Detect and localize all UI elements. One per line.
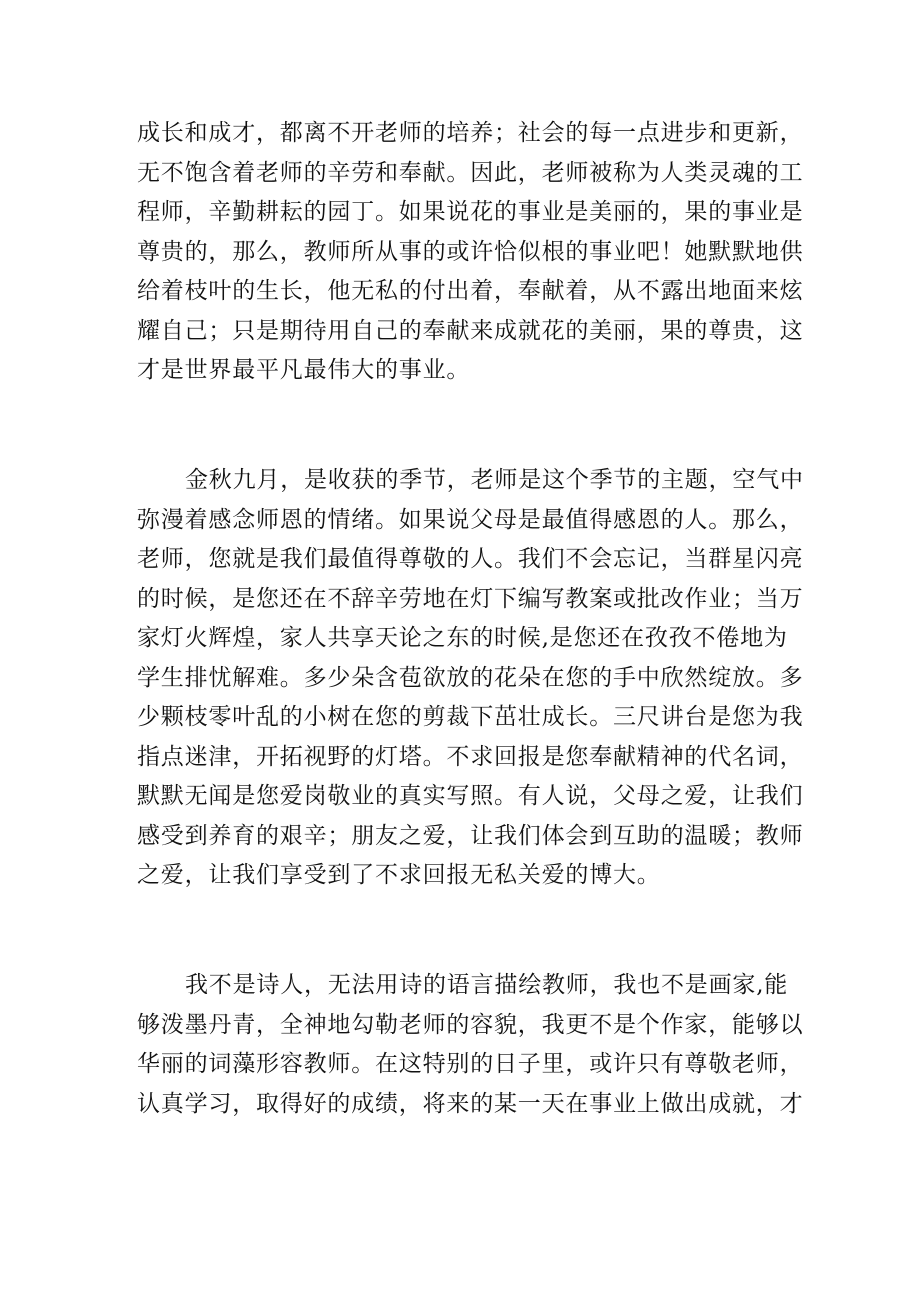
paragraph-line: 之爱，让我们享受到了不求回报无私关爱的博大。 [137,862,661,888]
paragraph-line: 感受到养育的艰辛；朋友之爱，让我们体会到互助的温暖；教师 [137,822,804,849]
paragraph-line: 老师，您就是我们最值得尊敬的人。我们不会忘记，当群星闪亮 [137,546,804,572]
paragraph-line: 够泼墨丹青，全神地勾勒老师的容貌，我更不是个作家，能够以 [137,1011,804,1038]
paragraph-3 [137,966,804,1124]
paragraph-line: 弥漫着感念师恩的情绪。如果说父母是最值得感恩的人。那么， [137,506,804,533]
paragraph-line: 华丽的词藻形容教师。在这特别的日子里，或许只有尊敬老师， [137,1051,804,1077]
paragraph-line: 少颗枝零叶乱的小树在您的剪裁下茁壮成长。三尺讲台是您为我 [137,704,804,730]
paragraph-first-line: 金秋九月，是收获的季节，老师是这个季节的主题，空气中 [185,467,804,493]
paragraph-2 [137,461,804,896]
paragraph-line: 指点迷津，开拓视野的灯塔。不求回报是您奉献精神的代名词， [137,743,804,770]
paragraph-line: 无不饱含着老师的辛劳和奉献。因此，老师被称为人类灵魂的工 [137,159,804,186]
paragraph-line: 尊贵的，那么，教师所从事的或许恰似根的事业吧！她默默地供 [137,238,804,265]
paragraph-1 [137,114,804,391]
paragraph-line: 认真学习，取得好的成绩，将来的某一天在事业上做出成就，才 [137,1090,804,1117]
paragraph-line: 家灯火辉煌，家人共享天论之东的时候,是您还在孜孜不倦地为 [137,625,788,651]
paragraph-line: 耀自己；只是期待用自己的奉献来成就花的美丽，果的尊贵，这 [137,317,804,344]
paragraph-line: 学生排忧解难。多少朵含苞欲放的花朵在您的手中欣然绽放。多 [137,664,804,691]
paragraph-line: 成长和成才，都离不开老师的培养；社会的每一点进步和更新， [137,120,804,146]
paragraph-line: 才是世界最平凡最伟大的事业。 [137,357,471,383]
paragraph-line: 程师，辛勤耕耘的园丁。如果说花的事业是美丽的，果的事业是 [137,199,804,225]
paragraph-line: 给着枝叶的生长，他无私的付出着，奉献着，从不露出地面来炫 [137,278,804,304]
paragraph-line: 默默无闻是您爱岗敬业的真实写照。有人说，父母之爱，让我们 [137,783,804,809]
paragraph-line: 的时候，是您还在不辞辛劳地在灯下编写教案或批改作业；当万 [137,585,804,612]
paragraph-first-line: 我不是诗人，无法用诗的语言描绘教师，我也不是画家,能 [185,972,789,998]
